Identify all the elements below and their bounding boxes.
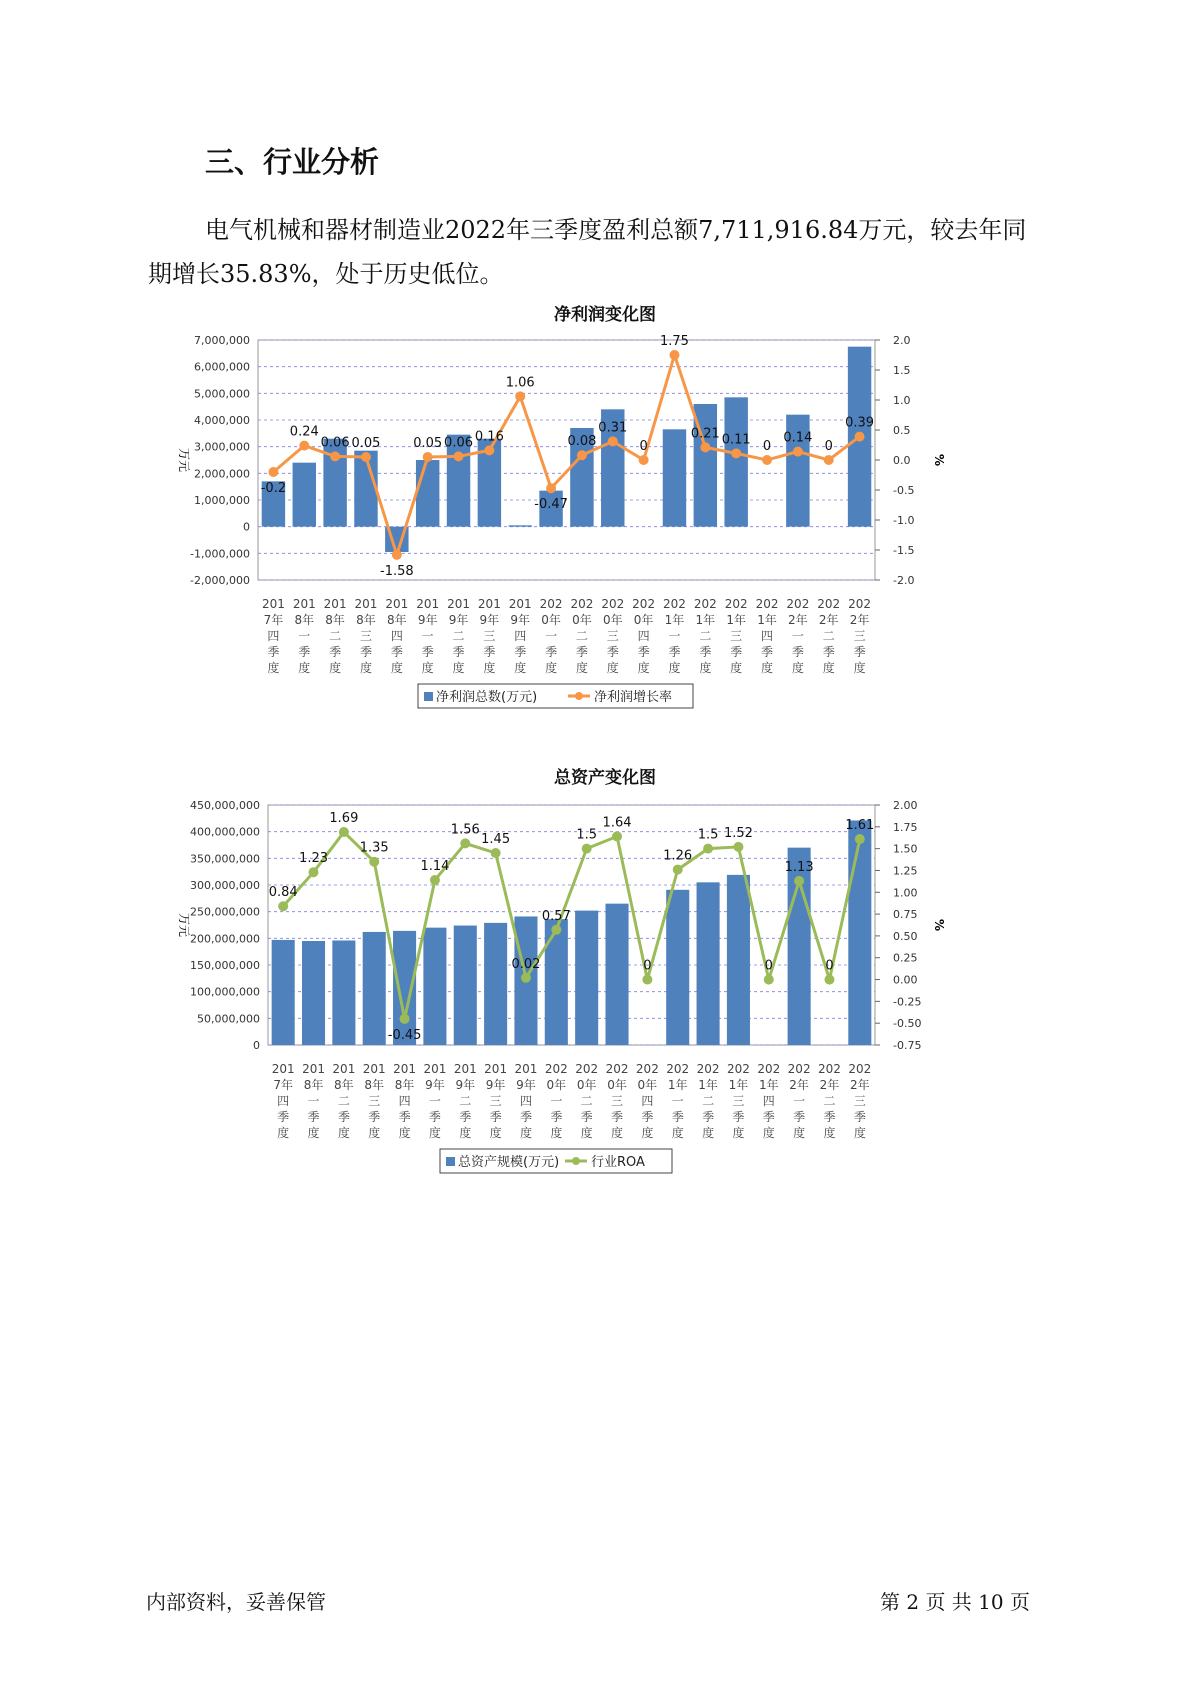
data-label: -1.58 [380, 563, 414, 579]
page-number: 第 2 页 共 10 页 [880, 1590, 1030, 1614]
data-label: 0.05 [413, 436, 443, 451]
bar [272, 940, 295, 1045]
summary-paragraph: 电气机械和器材制造业2022年三季度盈利总额7,711,916.84万元，较去年同期增长35.83%，处于历史低位。 [148, 216, 1027, 288]
bar [302, 941, 325, 1045]
bar [727, 875, 750, 1045]
footer-note: 内部资料，妥善保管 [146, 1590, 326, 1614]
line-point [855, 432, 865, 442]
line-point [733, 842, 743, 852]
x-tick-label: 202 1年一季度 [666, 1062, 690, 1140]
y-axis-title: 万元 [177, 912, 191, 938]
y-tick-label: -1,000,000 [190, 547, 250, 561]
line-point [491, 848, 501, 858]
y2-tick-label: -1.5 [893, 544, 915, 557]
data-label: 0.14 [783, 430, 813, 446]
line-point [430, 875, 440, 885]
data-label: 1.64 [602, 815, 632, 831]
line-point [551, 925, 561, 935]
line-point [299, 441, 309, 451]
bar [575, 911, 598, 1045]
bar [848, 820, 871, 1045]
data-label: 0 [824, 439, 833, 454]
line-point [762, 455, 772, 465]
bar [724, 397, 747, 526]
line-point [369, 857, 379, 867]
net-profit-chart [0, 330, 1191, 760]
y-tick-label: 350,000,000 [190, 852, 260, 866]
line-point [608, 436, 618, 446]
x-tick-label: 202 1年三季度 [724, 597, 748, 675]
x-tick-label: 202 0年三季度 [605, 1062, 629, 1140]
y-tick-label: 7,000,000 [194, 334, 250, 347]
y-axis-title: 万元 [177, 447, 191, 473]
bar [416, 460, 439, 527]
plot-area [258, 340, 875, 580]
y2-tick-label: 1.75 [893, 820, 918, 834]
bar [484, 923, 507, 1045]
line-point [454, 451, 464, 461]
x-tick-label: 202 1年四季度 [757, 1062, 781, 1140]
line-point [460, 838, 470, 848]
y-tick-label: 300,000,000 [190, 879, 260, 892]
data-label: 0.24 [289, 424, 319, 440]
y-tick-label: 2,000,000 [194, 467, 250, 481]
data-label: 0 [639, 439, 648, 454]
bar [509, 525, 532, 526]
y-tick-label: 200,000,000 [190, 932, 260, 946]
line-point [764, 975, 774, 985]
data-label: -0.2 [260, 481, 287, 496]
y-tick-label: 150,000,000 [190, 959, 260, 972]
legend-bar-label: 净利润总数(万元) [436, 690, 538, 705]
x-tick-label: 201 9年三季度 [484, 1062, 508, 1140]
bar [545, 919, 568, 1045]
x-tick-label: 202 1年二季度 [693, 597, 717, 675]
line-point [309, 867, 319, 877]
x-tick-label: 202 0年二季度 [570, 597, 594, 675]
line-point [268, 467, 278, 477]
section-heading: 三、行业分析 [205, 145, 380, 179]
data-label: 0.08 [567, 434, 597, 450]
line-point [673, 865, 683, 875]
bar [332, 940, 355, 1045]
x-tick-label: 202 1年一季度 [663, 597, 686, 675]
data-label: 1.5 [576, 827, 598, 843]
line-point [361, 452, 371, 462]
y-tick-label: 5,000,000 [194, 387, 250, 401]
y2-axis-title: % [932, 453, 946, 467]
y-tick-label: 6,000,000 [194, 360, 250, 374]
bar [663, 429, 686, 526]
line-point [515, 391, 525, 401]
line-point [278, 901, 288, 911]
bar [454, 926, 477, 1045]
bar [423, 928, 446, 1045]
data-label: 0.57 [541, 908, 571, 924]
x-tick-label: 202 0年一季度 [539, 597, 563, 675]
y2-tick-label: 1.50 [893, 842, 918, 856]
bar [363, 932, 386, 1045]
y-tick-label: 250,000,000 [190, 905, 260, 919]
y-tick-label: 400,000,000 [190, 825, 260, 839]
line-point [639, 455, 649, 465]
y2-tick-label: 0.75 [893, 908, 918, 922]
line-point [577, 450, 587, 460]
x-tick-label: 201 9年四季度 [508, 597, 532, 675]
total-assets-chart [0, 795, 1191, 1225]
data-label: 1.75 [659, 334, 689, 349]
y2-tick-label: 0.0 [893, 454, 911, 467]
data-label: 0.31 [598, 420, 628, 436]
x-tick-label: 201 8年四季度 [385, 597, 409, 675]
data-label: 0 [643, 958, 652, 974]
y2-tick-label: 0.00 [893, 973, 918, 987]
bar [354, 451, 377, 527]
x-tick-label: 201 9年二季度 [447, 597, 470, 675]
x-tick-label: 201 8年三季度 [354, 597, 378, 675]
x-tick-label: 201 8年二季度 [323, 597, 347, 675]
line-point [642, 975, 652, 985]
legend-line-marker [572, 1157, 580, 1165]
x-tick-label: 202 1年四季度 [755, 597, 779, 675]
line-point [339, 827, 349, 837]
y-tick-label: 0 [243, 520, 250, 534]
line-point [400, 1014, 410, 1024]
line-point [546, 483, 556, 493]
line-point [855, 834, 865, 844]
x-tick-label: 201 8年三季度 [362, 1062, 386, 1140]
y2-tick-label: -0.25 [893, 995, 922, 1009]
data-label: 0.02 [511, 956, 541, 972]
data-label: 0 [825, 958, 834, 974]
line-point [703, 844, 713, 854]
data-label: 0.39 [845, 415, 875, 431]
x-tick-label: 202 2年二季度 [818, 1062, 841, 1140]
y-tick-label: 4,000,000 [194, 414, 250, 427]
x-tick-label: 201 9年四季度 [514, 1062, 538, 1140]
data-label: 1.56 [450, 822, 480, 838]
data-label: 1.5 [697, 827, 719, 843]
line-point [669, 350, 679, 360]
data-label: 0.06 [320, 435, 350, 451]
y2-tick-label: 0.50 [893, 929, 918, 943]
data-label: 1.61 [845, 818, 875, 834]
data-label: 1.14 [420, 859, 450, 875]
data-label: 0.05 [351, 436, 381, 451]
data-label: 0 [764, 958, 773, 974]
y2-tick-label: 1.5 [893, 364, 911, 377]
data-label: 1.23 [299, 851, 329, 867]
data-label: 0 [762, 439, 772, 454]
bar [293, 463, 316, 527]
y2-tick-label: -0.5 [893, 484, 915, 497]
x-tick-label: 202 1年三季度 [726, 1062, 750, 1140]
y-tick-label: 50,000,000 [197, 1012, 260, 1026]
line-point [423, 452, 433, 462]
data-label: 1.52 [723, 825, 753, 841]
y2-tick-label: 2.00 [893, 799, 918, 812]
y2-tick-label: 0.5 [893, 424, 911, 437]
line-point [793, 447, 803, 457]
legend-bar-swatch [446, 1157, 455, 1166]
data-label: -0.47 [534, 497, 568, 513]
x-tick-label: 202 0年一季度 [544, 1062, 568, 1140]
x-tick-label: 201 8年二季度 [332, 1062, 356, 1140]
y2-tick-label: 1.25 [893, 864, 918, 878]
x-tick-label: 202 1年二季度 [696, 1062, 720, 1140]
legend-line-label: 行业ROA [591, 1155, 645, 1170]
y-tick-label: -2,000,000 [190, 574, 250, 587]
bar [605, 904, 628, 1045]
chart-2-title: 总资产变化图 [554, 768, 656, 788]
data-label: 1.35 [359, 840, 389, 856]
x-tick-label: 202 2年三季度 [848, 597, 872, 675]
bar [697, 882, 720, 1045]
data-label: 1.13 [784, 859, 814, 875]
line-point [824, 975, 834, 985]
line-point [392, 550, 402, 560]
x-tick-label: 202 0年二季度 [575, 1062, 599, 1140]
line-point [612, 831, 622, 841]
line-point [731, 448, 741, 458]
data-label: -0.45 [387, 1027, 422, 1043]
data-label: 0.16 [474, 429, 504, 445]
legend-bar-label: 总资产规模(万元) [458, 1155, 560, 1170]
x-tick-label: 202 2年一季度 [787, 1062, 811, 1140]
line-point [794, 876, 804, 886]
x-tick-label: 201 8年一季度 [292, 597, 316, 675]
x-tick-label: 201 9年二季度 [453, 1062, 477, 1140]
data-label: 0.21 [690, 426, 720, 442]
x-tick-label: 202 0年三季度 [601, 597, 625, 675]
legend-line-marker [575, 692, 583, 700]
x-tick-label: 201 8年四季度 [393, 1062, 417, 1140]
x-tick-label: 202 0年四季度 [635, 1062, 659, 1140]
data-label: 1.45 [481, 832, 511, 847]
x-tick-label: 201 9年一季度 [416, 597, 440, 675]
line-point [582, 844, 592, 854]
x-tick-label: 201 7年四季度 [271, 1062, 295, 1140]
y2-tick-label: -1.0 [893, 514, 915, 527]
data-label: 1.06 [505, 375, 535, 391]
x-tick-label: 201 9年一季度 [423, 1062, 447, 1140]
y2-tick-label: 2.0 [893, 334, 911, 347]
x-tick-label: 202 2年三季度 [848, 1062, 872, 1140]
line-point [330, 451, 340, 461]
y2-tick-label: -0.50 [893, 1017, 922, 1031]
y-tick-label: 3,000,000 [194, 440, 250, 454]
x-tick-label: 201 8年一季度 [302, 1062, 325, 1140]
data-label: 0.84 [268, 885, 298, 901]
y2-axis-title: % [932, 918, 946, 932]
x-tick-label: 202 2年二季度 [817, 597, 841, 675]
x-tick-label: 202 2年一季度 [786, 597, 810, 675]
y-tick-label: 100,000,000 [190, 985, 260, 999]
y-tick-label: 1,000,000 [194, 494, 250, 507]
bar [666, 890, 689, 1045]
legend-bar-swatch [424, 692, 433, 701]
y2-tick-label: 0.25 [893, 951, 918, 965]
data-label: 1.69 [329, 811, 359, 827]
legend-line-label: 净利润增长率 [594, 690, 673, 705]
data-label: 1.26 [663, 848, 693, 864]
chart-1-title: 净利润变化图 [554, 305, 656, 325]
x-tick-label: 202 0年四季度 [632, 597, 656, 675]
line-point [521, 973, 531, 983]
data-label: 0.06 [444, 435, 474, 451]
y2-tick-label: 1.00 [893, 886, 918, 900]
y-tick-label: 450,000,000 [190, 799, 260, 812]
x-tick-label: 201 7年四季度 [261, 597, 285, 675]
y2-tick-label: 1.0 [893, 394, 911, 407]
x-tick-label: 201 9年三季度 [477, 597, 501, 675]
y-tick-label: 0 [253, 1039, 260, 1052]
y2-tick-label: -2.0 [893, 574, 915, 587]
line-point [484, 445, 494, 455]
data-label: 0.11 [721, 432, 751, 448]
y2-tick-label: -0.75 [893, 1039, 922, 1052]
line-point [700, 442, 710, 452]
line-point [824, 455, 834, 465]
